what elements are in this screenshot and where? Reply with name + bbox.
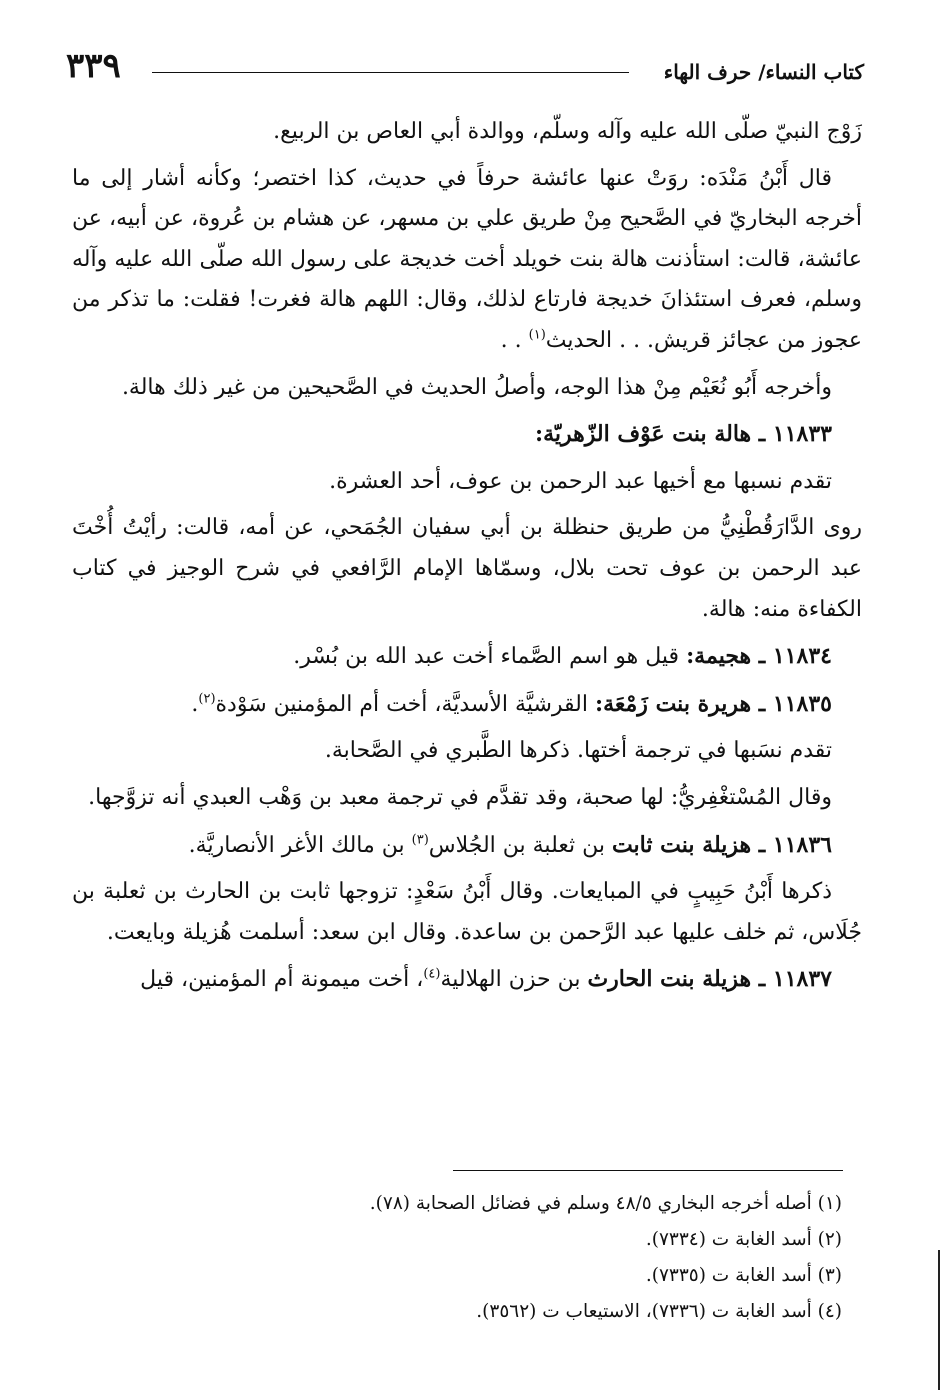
footnote-ref: (٤) (423, 966, 441, 982)
paragraph (72, 508, 862, 630)
paragraph (72, 872, 862, 953)
paragraph-text: بن ثعلبة بن الجُلاس (428, 832, 612, 858)
entry (72, 684, 862, 726)
entry-title: ١١٨٣٣ ـ هالة بنت عَوْف الزّهريّة: (534, 421, 832, 448)
paragraph-text: . . (500, 327, 529, 353)
paragraph-text: تقدم نسَبها في ترجمة أختها. ذكرها الطَّبري في الصَّحابة. (324, 738, 832, 764)
paragraph (72, 731, 862, 772)
paragraph (72, 462, 862, 503)
entry-heading (72, 414, 862, 456)
paragraph-text: بن حزن الهلالية (440, 967, 588, 993)
footnote: (٣) أسد الغابة ت (٧٣٣٥). (645, 1265, 842, 1286)
paragraph-text: زَوْج النبيّ صلّى الله عليه وآله وسلّم، ووالدة أبي العاص بن الربيع. (273, 119, 862, 144)
body-text (72, 112, 862, 1007)
entry (72, 636, 862, 678)
paragraph-text: وقال المُسْتغْفِريُّ: لها صحبة، وقد تقدَّم في ترجمة معبد بن وَهْب العبدي أنه تزوَّجها. (88, 784, 832, 810)
paragraph-text: قال أَبْنُ مَنْدَه: روَتْ عنها عائشة حرفاً في حديث، كذا اختصر؛ وكأنه أشار إلى ما أخرجه البخاريّ في الصَّحيح مِنْ طريق علي بن مسهر، عن هشام بن عُروة، عن أبيه، عن عائشة، قالت: استأذنت هالة بنت خويلد أخت خديجة على رسول الله صلّى الله عليه وآله وسلم، فعرف استئذانَ خديجة فارتاع لذلك، وقال: اللهم هالة فغرت! فقلت: ما تذكر من عجوز من عجائز قريش. . . الحديث (72, 165, 862, 353)
entry-title: ١١٨٣٧ ـ هزيلة بنت الحارث (587, 966, 832, 993)
footnote: (٢) أسد الغابة ت (٧٣٣٤). (645, 1229, 842, 1250)
paragraph-text: ، أخت ميمونة أم المؤمنين، قيل (140, 967, 424, 993)
paragraph-text: القرشيَّة الأسديَّة، أخت أم المؤمنين سَوْدة (215, 691, 595, 717)
footnotes (120, 1186, 842, 1330)
paragraph (72, 778, 862, 819)
footnote-ref: (٢) (198, 691, 216, 707)
footnote-ref: (٣) (411, 832, 429, 848)
footnote: (١) أصله أخرجه البخاري ٤٨/٥ وسلم في فضائل الصحابة (٧٨). (369, 1193, 842, 1214)
paragraph (72, 112, 862, 153)
paragraph-text: . (191, 691, 199, 717)
paragraph-text: وأخرجه أَبُو نُعَيْم مِنْ هذا الوجه، وأصلُ الحديث في الصَّحيحين من غير ذلك هالة. (121, 374, 832, 400)
footnote-rule (453, 1170, 843, 1171)
entry (72, 959, 862, 1001)
entry-title: ١١٨٣٥ ـ هريرة بنت زَمْعَة: (594, 690, 832, 717)
header-rule (152, 72, 629, 73)
entry-title: ١١٨٣٦ ـ هزيلة بنت ثابت (611, 831, 832, 858)
entry-title: ١١٨٣٤ ـ هجيمة: (686, 643, 832, 670)
paragraph-text: بن مالك الأغر الأنصاريَّة. (188, 832, 412, 858)
footnote: (٤) أسد الغابة ت (٧٣٣٦)، الاستيعاب ت (٣٥٦٢). (476, 1301, 842, 1322)
footnote-ref: (١) (528, 327, 546, 343)
running-title: كتاب النساء/ حرف الهاء (663, 60, 864, 84)
paragraph-text: تقدم نسبها مع أخيها عبد الرحمن بن عوف، أحد العشرة. (329, 468, 832, 494)
page-header (66, 46, 864, 86)
paragraph-text: ذكرها أَبْنُ حَبِيبٍ في المبايعات. وقال أَبْنُ سَعْدٍ: تزوجها ثابت بن الحارث بن ثعلبة بن جُلَاس، ثم خلف عليها عبد الرَّحمن بن ساعدة. وقال ابن سعد: أسلمت هُزيلة وبايعت. (72, 879, 862, 945)
page-number: ٣٣٩ (66, 46, 121, 86)
paragraph (72, 368, 862, 409)
paragraph-text: روى الدَّارَقُطْنِيُّ من طريق حنظلة بن أبي سفيان الجُمَحي، عن أمه، قالت: رأيْتُ أُخْتَ عبد الرحمن بن عوف تحت بلال، وسمّاها الإمام الرَّافعي في شرح الوجيز في كتاب الكفاءة منه: هالة. (72, 515, 862, 622)
paragraph-text: قيل هو اسم الصَّماء أخت عبد الله بن بُسْر. (293, 644, 687, 670)
paragraph (72, 159, 862, 362)
entry (72, 825, 862, 867)
